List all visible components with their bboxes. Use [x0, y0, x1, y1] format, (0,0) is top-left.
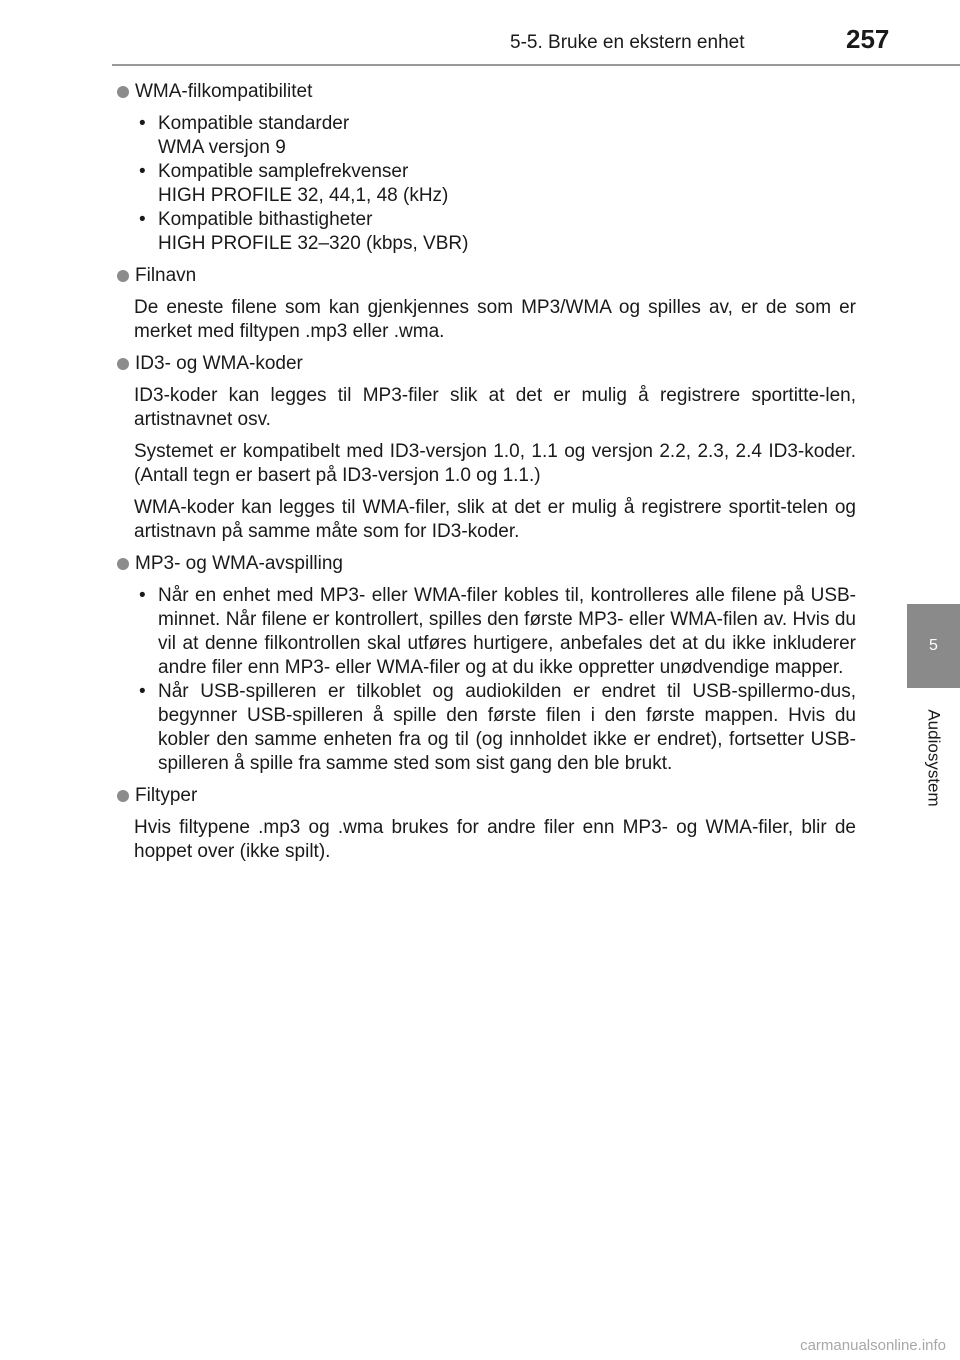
bullet-dot-icon: [117, 270, 129, 282]
bullet-marker: •: [139, 113, 146, 134]
paragraph: De eneste filene som kan gjenkjennes som MP3/WMA og spilles av, er de som er merket med filtypen .mp3 eller .wma.: [134, 297, 856, 342]
bullet-marker: •: [139, 161, 146, 182]
chapter-tab: 5: [907, 604, 960, 688]
list-item: [134, 680, 856, 776]
list-item-text: Kompatible standarder: [158, 113, 350, 134]
bullet-marker: •: [139, 681, 146, 702]
list-item: [134, 112, 856, 160]
chapter-label-text: Audiosystem: [924, 709, 944, 807]
section-heading-text: MP3- og WMA-avspilling: [135, 553, 343, 574]
section-heading: [112, 784, 856, 808]
list-item-detail: HIGH PROFILE 32, 44,1, 48 (kHz): [158, 185, 449, 206]
page-header: [0, 0, 960, 64]
header-divider: [112, 64, 960, 66]
list-item-text: Når en enhet med MP3- eller WMA-filer kobles til, kontrolleres alle filene på USB-minnet. Når filene er kontrollert, spilles den første MP3- eller WMA-filen av. Hvis du vil at denne filkontrollen skal utføres hurtigere, anbefales det at du ikke inkluderer andre filer enn MP3- eller WMA-filer og at du ikke oppretter unødvendige mapper.: [158, 585, 856, 678]
bullet-dot-icon: [117, 358, 129, 370]
list-item: [134, 160, 856, 208]
bullet-marker: •: [139, 209, 146, 230]
bullet-marker: •: [139, 585, 146, 606]
section-heading: [112, 552, 856, 576]
list-item-text: Kompatible samplefrekvenser: [158, 161, 409, 182]
list-item: [134, 584, 856, 680]
paragraph: Systemet er kompatibelt med ID3-versjon 1.0, 1.1 og versjon 2.2, 2.3, 2.4 ID3-koder. (Antall tegn er basert på ID3-versjon 1.0 og 1.1.): [134, 441, 856, 486]
list-item: [134, 208, 856, 256]
bullet-list: [134, 112, 856, 256]
paragraph: ID3-koder kan legges til MP3-filer slik at det er mulig å registrere sportitte-len, artistnavnet osv.: [134, 385, 856, 430]
section-heading-text: Filtyper: [135, 785, 198, 806]
section-heading-text: WMA-filkompatibilitet: [135, 81, 313, 102]
bullet-dot-icon: [117, 790, 129, 802]
section-title: 5-5. Bruke en ekstern enhet: [510, 32, 745, 53]
list-item-detail: WMA versjon 9: [158, 137, 286, 158]
section-heading-text: ID3- og WMA-koder: [135, 353, 303, 374]
paragraph: Hvis filtypene .mp3 og .wma brukes for andre filer enn MP3- og WMA-filer, blir de hoppet over (ikke spilt).: [134, 817, 856, 862]
page-number: 257: [846, 24, 890, 54]
section-heading: [112, 264, 856, 288]
page-content: [112, 78, 856, 872]
watermark: carmanualsonline.info: [800, 1337, 946, 1354]
bullet-dot-icon: [117, 558, 129, 570]
section-heading: [112, 352, 856, 376]
bullet-list: [134, 584, 856, 776]
list-item-text: Når USB-spilleren er tilkoblet og audiokilden er endret til USB-spillermo-dus, begynner USB-spilleren å spille den første filen i den første mappen. Hvis du kobler den samme enheten fra og til (og innholdet ikke er endret), fortsetter USB-spilleren å spille fra samme sted som sist gang den ble brukt.: [158, 681, 856, 774]
list-item-text: Kompatible bithastigheter: [158, 209, 373, 230]
section-heading-text: Filnavn: [135, 265, 197, 286]
chapter-label: [907, 688, 960, 828]
bullet-dot-icon: [117, 86, 129, 98]
section-heading: [112, 80, 856, 104]
paragraph: WMA-koder kan legges til WMA-filer, slik at det er mulig å registrere sportit-telen og artistnavn på samme måte som for ID3-koder.: [134, 497, 856, 542]
list-item-detail: HIGH PROFILE 32–320 (kbps, VBR): [158, 233, 469, 254]
